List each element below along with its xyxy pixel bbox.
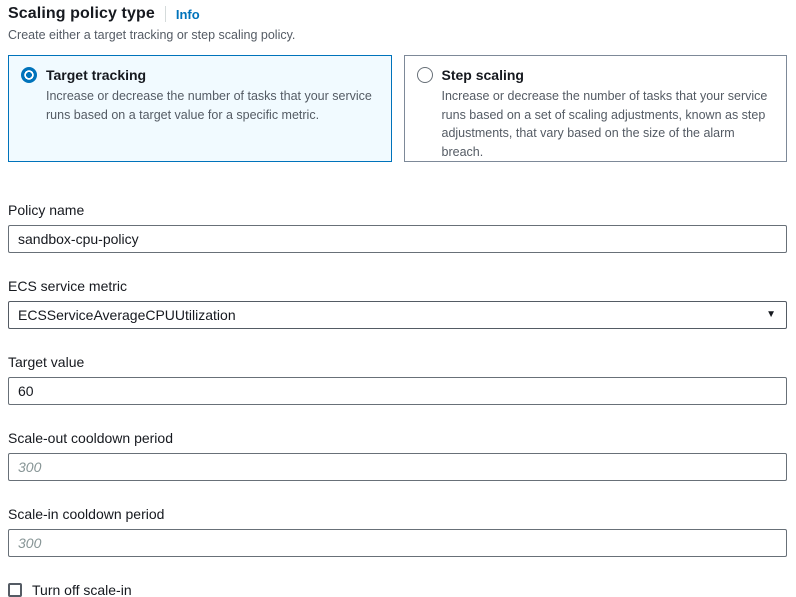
policy-name-input[interactable] bbox=[8, 225, 787, 253]
policy-name-label: Policy name bbox=[8, 202, 85, 218]
target-tracking-title-row bbox=[21, 67, 379, 83]
title-divider bbox=[165, 6, 166, 22]
turn-off-scale-in-label: Turn off scale-in bbox=[32, 582, 132, 597]
section-description: Create either a target tracking or step scaling policy. bbox=[8, 28, 296, 42]
target-tracking-radio[interactable] bbox=[21, 67, 37, 83]
step-scaling-label: Step scaling bbox=[441, 67, 524, 83]
target-tracking-description: Increase or decrease the number of tasks that your service runs based on a target value for a specific metric. bbox=[46, 89, 372, 122]
scale-out-cooldown-label: Scale-out cooldown period bbox=[8, 430, 173, 446]
ecs-service-metric-group bbox=[8, 278, 787, 329]
target-tracking-card[interactable] bbox=[8, 55, 392, 162]
step-scaling-card[interactable] bbox=[404, 55, 788, 162]
policy-form-fields bbox=[8, 202, 787, 597]
ecs-service-metric-value: ECSServiceAverageCPUUtilization bbox=[18, 307, 236, 323]
page-title: Scaling policy type bbox=[8, 5, 155, 22]
target-value-label: Target value bbox=[8, 354, 85, 370]
section-header bbox=[8, 5, 787, 23]
turn-off-scale-in-row[interactable] bbox=[8, 582, 787, 597]
policy-type-cards bbox=[8, 55, 787, 162]
turn-off-scale-in-checkbox[interactable] bbox=[8, 583, 22, 597]
scale-out-cooldown-input[interactable] bbox=[8, 453, 787, 481]
info-link[interactable]: Info bbox=[175, 6, 200, 22]
step-scaling-title-row bbox=[417, 67, 775, 83]
target-value-input[interactable] bbox=[8, 377, 787, 405]
chevron-down-icon: ▼ bbox=[766, 309, 776, 320]
target-tracking-label: Target tracking bbox=[46, 67, 147, 83]
scale-in-cooldown-label: Scale-in cooldown period bbox=[8, 506, 165, 522]
ecs-service-metric-label: ECS service metric bbox=[8, 278, 128, 294]
step-scaling-radio[interactable] bbox=[417, 67, 433, 83]
policy-name-group bbox=[8, 202, 787, 253]
ecs-service-metric-select[interactable] bbox=[8, 301, 787, 329]
scale-out-cooldown-group bbox=[8, 430, 787, 481]
step-scaling-description: Increase or decrease the number of tasks that your service runs based on a set of scaling adjustments, known as step adjustments, that vary based on the size of the alarm breach. bbox=[441, 89, 768, 159]
target-value-group bbox=[8, 354, 787, 405]
scale-in-cooldown-group bbox=[8, 506, 787, 557]
scale-in-cooldown-input[interactable] bbox=[8, 529, 787, 557]
